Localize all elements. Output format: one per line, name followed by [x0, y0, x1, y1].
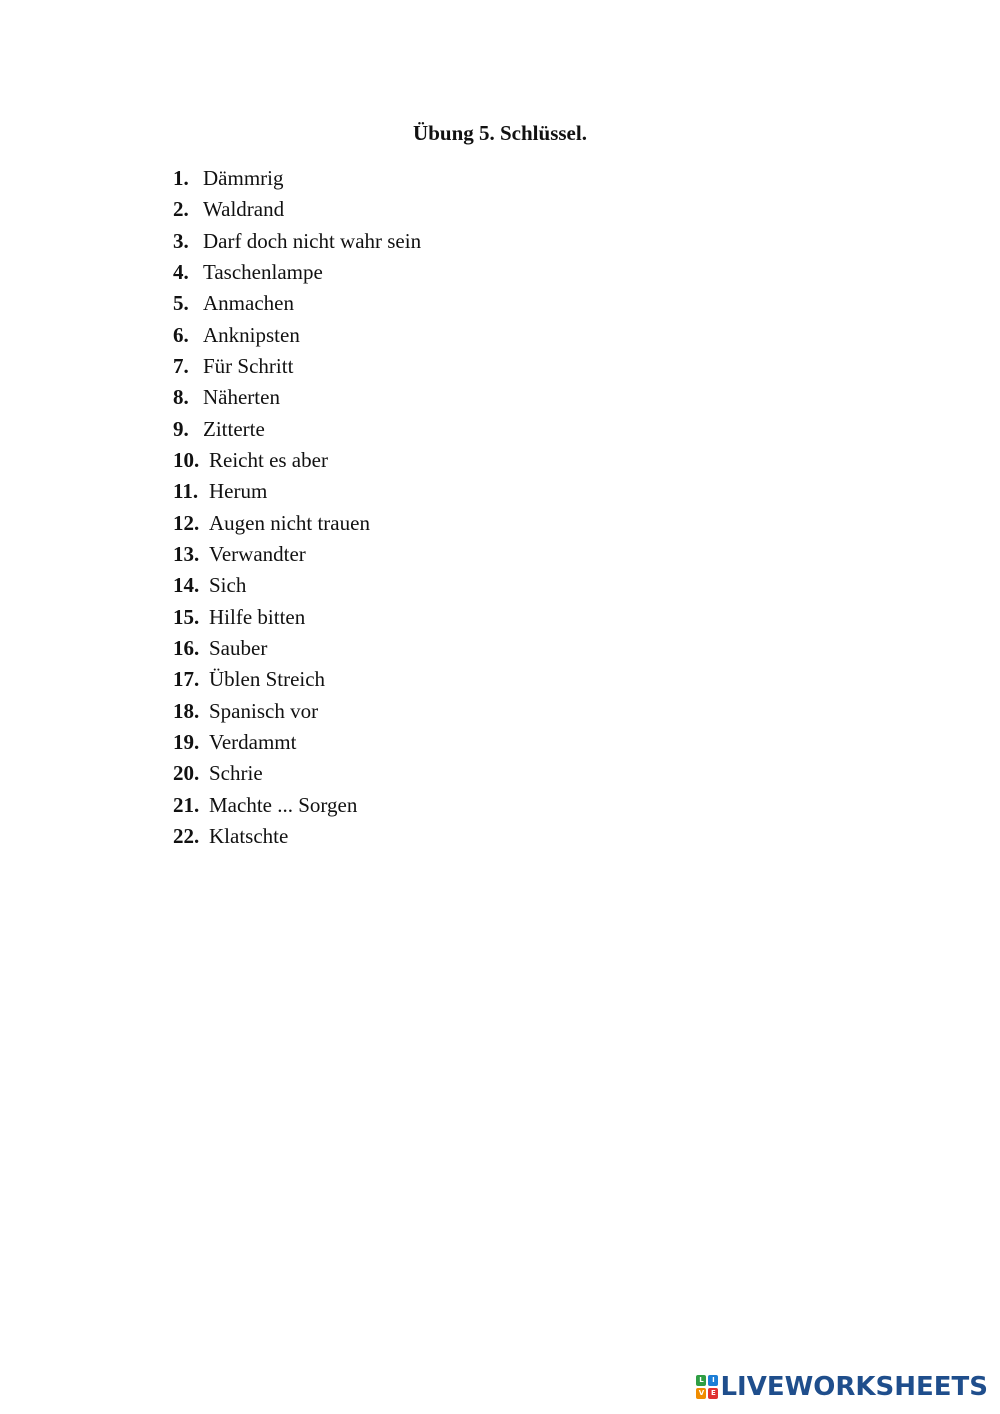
answer-item	[173, 445, 421, 476]
answer-number: 17.	[173, 667, 200, 692]
answer-text: Zitterte	[203, 416, 265, 441]
answer-number: 1.	[173, 166, 189, 190]
answer-item	[173, 758, 421, 789]
logo-tile-e: E	[708, 1388, 718, 1399]
answer-text: Augen nicht trauen	[209, 510, 370, 535]
answer-text: Machte ... Sorgen	[209, 792, 358, 817]
liveworksheets-brand	[696, 1370, 988, 1404]
logo-tile-l: L	[696, 1375, 706, 1386]
answer-text: Für Schritt	[203, 353, 294, 378]
logo-tile-v: V	[696, 1388, 706, 1399]
answer-item	[173, 194, 421, 225]
answer-item	[173, 320, 421, 351]
answer-text: Sich	[209, 573, 247, 598]
answer-text: Näherten	[203, 385, 280, 410]
answer-item	[173, 790, 421, 821]
answer-item	[173, 414, 421, 445]
answer-text: Verwandter	[209, 541, 306, 566]
answer-item	[173, 382, 421, 413]
answer-number: 5.	[173, 291, 189, 316]
answer-item	[173, 602, 421, 633]
answer-number: 14.	[173, 573, 200, 598]
answer-number: 8.	[173, 385, 189, 410]
answer-text: Reicht es aber	[209, 447, 328, 472]
answer-item	[173, 539, 421, 570]
answer-item	[173, 696, 421, 727]
answer-list	[173, 163, 421, 852]
answer-number: 20.	[173, 761, 200, 786]
answer-number: 3.	[173, 228, 189, 253]
answer-number: 10.	[173, 447, 200, 472]
answer-number: 19.	[173, 729, 200, 754]
answer-number: 18.	[173, 698, 200, 723]
answer-item	[173, 226, 421, 257]
answer-number: 12.	[173, 510, 200, 535]
answer-item	[173, 570, 421, 601]
answer-item	[173, 727, 421, 758]
answer-item	[173, 508, 421, 539]
answer-text: Dämmrig	[203, 166, 284, 190]
answer-item	[173, 633, 421, 664]
logo-tile-i: I	[708, 1375, 718, 1386]
answer-text: Anmachen	[203, 291, 294, 316]
answer-number: 15.	[173, 604, 200, 629]
answer-number: 16.	[173, 635, 200, 660]
answer-text: Klatschte	[209, 823, 289, 848]
answer-item	[173, 821, 421, 852]
page-title: Übung 5. Schlüssel.	[413, 121, 587, 145]
answer-item	[173, 476, 421, 507]
answer-number: 22.	[173, 823, 200, 848]
answer-text: Sauber	[209, 635, 268, 660]
answer-item	[173, 351, 421, 382]
answer-number: 7.	[173, 353, 189, 378]
answer-text: Schrie	[209, 761, 263, 786]
answer-text: Taschenlampe	[203, 259, 323, 284]
answer-item	[173, 163, 421, 194]
answer-number: 4.	[173, 259, 189, 284]
brand-name: LIVEWORKSHEETS	[720, 1372, 988, 1402]
answer-number: 21.	[173, 792, 200, 817]
answer-text: Verdammt	[209, 729, 297, 754]
answer-number: 2.	[173, 197, 189, 222]
answer-text: Anknipsten	[203, 322, 300, 347]
answer-item	[173, 288, 421, 319]
answer-text: Darf doch nicht wahr sein	[203, 228, 422, 253]
liveworksheets-logo-icon	[696, 1375, 718, 1399]
answer-number: 11.	[173, 479, 199, 504]
answer-number: 9.	[173, 416, 189, 441]
answer-item	[173, 664, 421, 695]
answer-item	[173, 257, 421, 288]
answer-text: Spanisch vor	[209, 698, 319, 723]
answer-number: 13.	[173, 541, 200, 566]
answer-text: Herum	[209, 479, 268, 504]
answer-number: 6.	[173, 322, 189, 347]
answer-text: Waldrand	[203, 197, 285, 222]
answer-text: Üblen Streich	[209, 667, 326, 692]
answer-text: Hilfe bitten	[209, 604, 306, 629]
